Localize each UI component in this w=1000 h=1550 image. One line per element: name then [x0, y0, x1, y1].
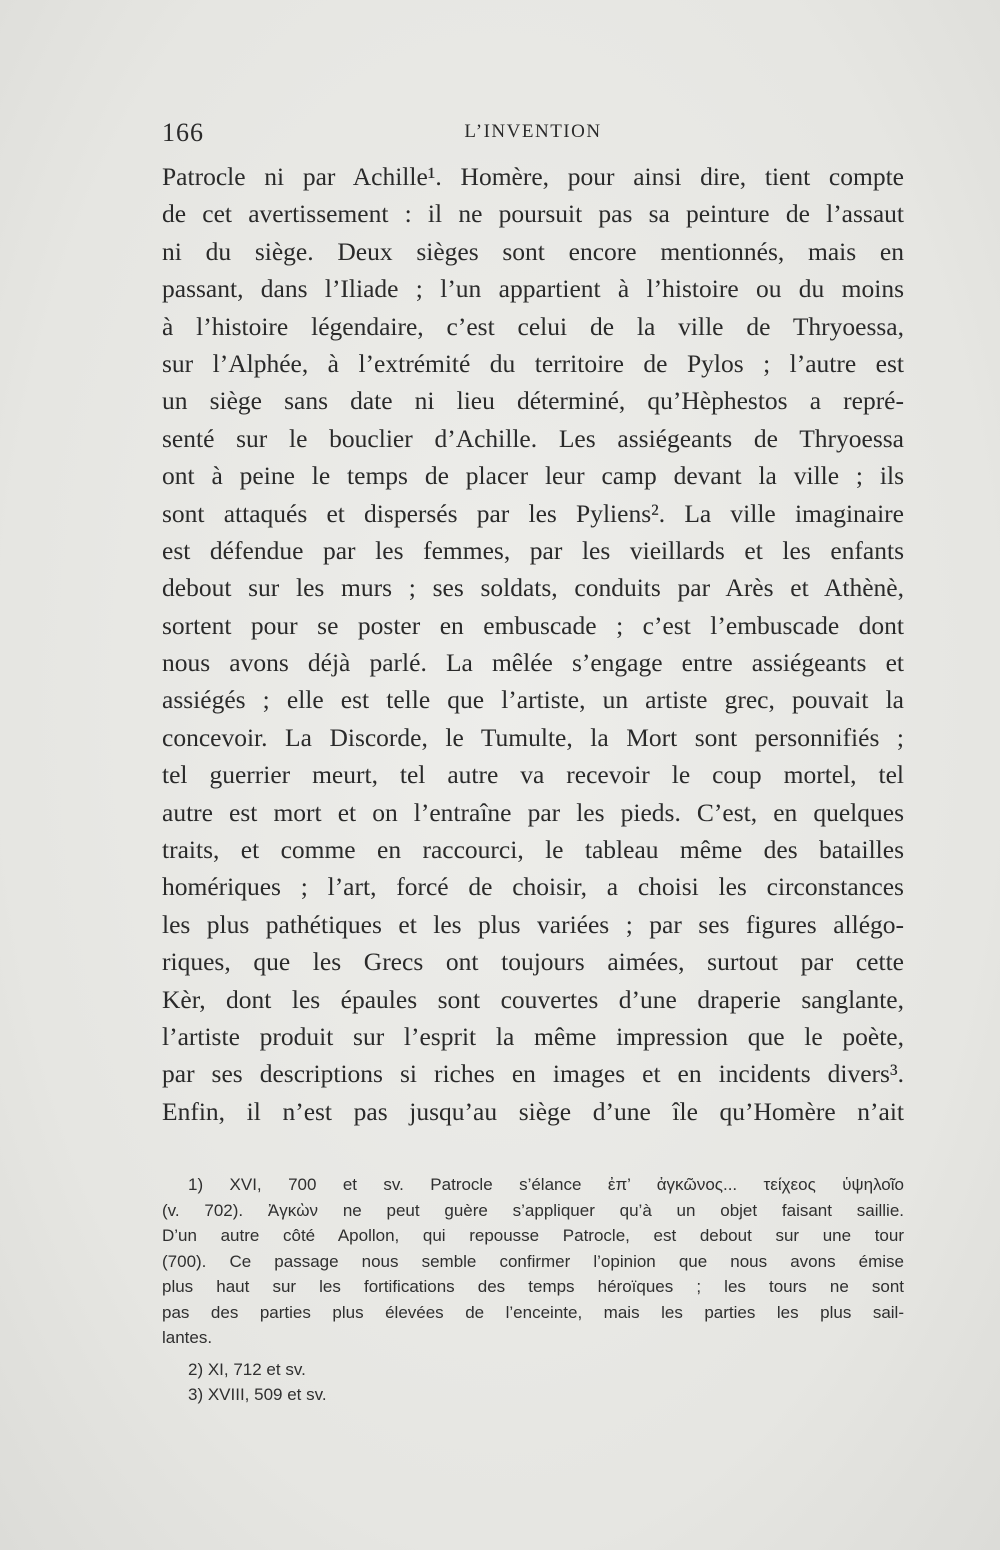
text-line: sur l’Alphée, à l’extrémité du territoire de Pylos ; l’autre est [162, 348, 904, 378]
text-line: sortent pour se poster en embuscade ; c’est l’embuscade dont [162, 610, 904, 640]
text-line: sont attaqués et dispersés par les Pyliens². La ville imaginaire [162, 498, 904, 528]
main-text [162, 158, 904, 1130]
text-line: un siège sans date ni lieu déterminé, qu’Hèphestos a repré- [162, 386, 904, 416]
footnote-2: 2) XI, 712 et sv. [188, 1359, 306, 1379]
text-line: l’artiste produit sur l’esprit la même impression que le poète, [162, 1021, 904, 1051]
text-line: ni du siège. Deux sièges sont encore mentionnés, mais en [162, 236, 904, 266]
page-header [162, 118, 904, 148]
text-line: Enfin, il n’est pas jusqu’au siège d’une île qu’Homère n’ait [162, 1096, 904, 1126]
text-line: ont à peine le temps de placer leur camp devant la ville ; ils [162, 461, 904, 491]
text-line: concevoir. La Discorde, le Tumulte, la Mort sont personnifiés ; [162, 722, 904, 752]
text-line: par ses descriptions si riches en images et en incidents divers³. [162, 1059, 904, 1089]
text-line: les plus pathétiques et les plus variées ; par ses figures allégo- [162, 909, 904, 939]
footnote-line: (700). Ce passage nous semble confirmer l’opinion que nous avons émise [162, 1251, 904, 1271]
text-line: tel guerrier meurt, tel autre va recevoir le coup mortel, tel [162, 760, 904, 790]
text-line: nous avons déjà parlé. La mêlée s’engage entre assiégeants et [162, 648, 904, 678]
footnote-line: 1) XVI, 700 et sv. Patrocle s’élance ἐπ’ ἀγκῶνος... τείχεος ὑψηλοῖο [188, 1175, 904, 1194]
footnote-line: pas des parties plus élevées de l’enceinte, mais les parties les plus sail- [162, 1302, 904, 1322]
text-line: homériques ; l’art, forcé de choisir, a choisi les circonstances [162, 872, 904, 902]
footnote-line: plus haut sur les fortifications des temps héroïques ; les tours ne sont [162, 1277, 904, 1296]
text-line: à l’histoire légendaire, c’est celui de la ville de Thryoessa, [162, 311, 904, 341]
footnote-line: lantes. [162, 1328, 213, 1347]
text-line: Patrocle ni par Achille¹. Homère, pour ainsi dire, tient compte [162, 162, 904, 191]
text-line: assiégés ; elle est telle que l’artiste, un artiste grec, pouvait la [162, 685, 904, 715]
footnote-line: (v. 702). Ἀγκὼν ne peut guère s’appliquer qu’à un objet faisant saillie. [162, 1200, 904, 1220]
text-line: de cet avertissement : il ne poursuit pas sa peinture de l’assaut [162, 199, 904, 229]
text-line: autre est mort et on l’entraîne par les pieds. C’est, en quelques [162, 797, 904, 827]
footnotes [162, 1172, 904, 1408]
text-line: riques, que les Grecs ont toujours aimées, surtout par cette [162, 947, 904, 977]
text-line: senté sur le bouclier d’Achille. Les assiégeants de Thryoessa [162, 423, 904, 453]
text-line: Kèr, dont les épaules sont couvertes d’une draperie sanglante, [162, 984, 904, 1014]
text-line: debout sur les murs ; ses soldats, conduits par Arès et Athènè, [162, 573, 904, 603]
footnote-line: D’un autre côté Apollon, qui repousse Patrocle, est debout sur une tour [162, 1226, 904, 1245]
running-head: L’INVENTION [464, 121, 602, 142]
text-line: passant, dans l’Iliade ; l’un appartient à l’histoire ou du moins [162, 274, 904, 304]
text-line: traits, et comme en raccourci, le tableau même des batailles [162, 835, 904, 865]
footnote-3: 3) XVIII, 509 et sv. [188, 1385, 327, 1404]
text-line: est défendue par les femmes, par les vieillards et les enfants [162, 535, 904, 565]
page-number: 166 [162, 118, 204, 147]
